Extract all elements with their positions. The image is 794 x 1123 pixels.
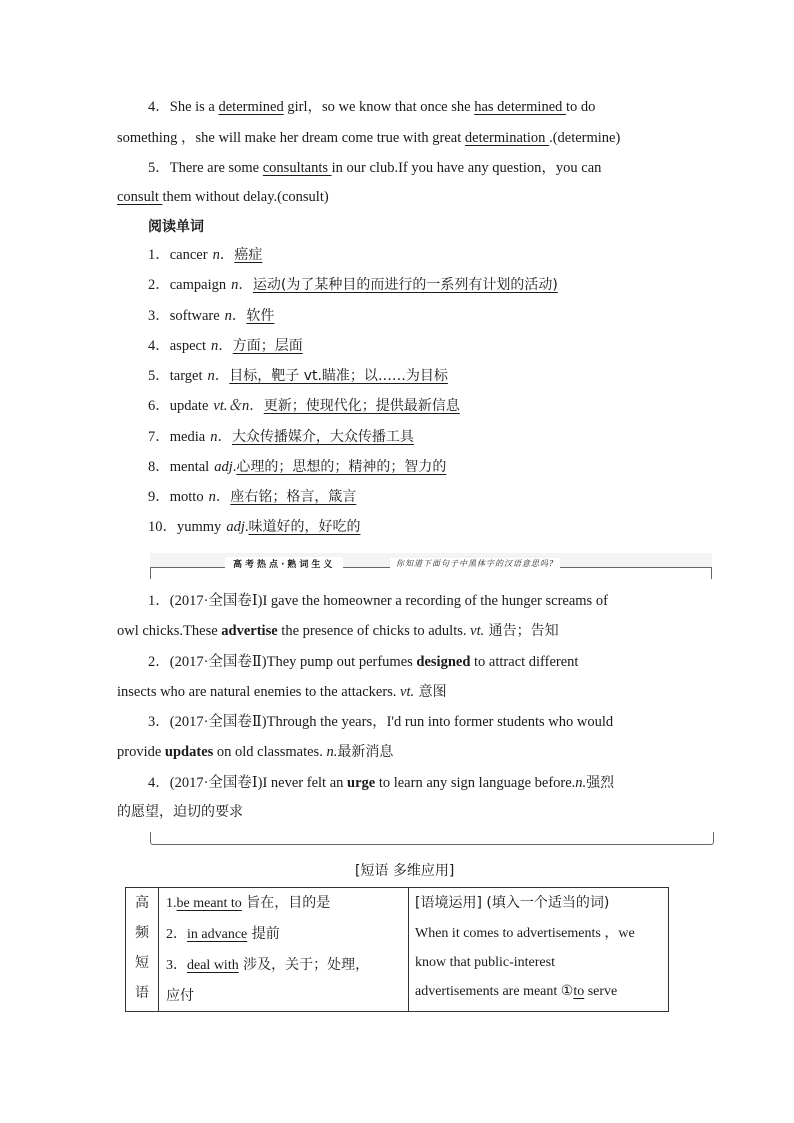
sentence-text: in our club.If you have any question，you can — [331, 160, 602, 176]
item-number: 9． — [148, 489, 170, 505]
vocab-item-5-line1 — [148, 158, 601, 178]
item-number: 8． — [148, 459, 170, 475]
phrase-row — [159, 919, 408, 950]
reading-word-item — [148, 517, 360, 537]
separator: ． — [219, 247, 235, 263]
banner-title: 高考热点·熟词生义 — [225, 557, 343, 570]
part-of-speech: adj — [214, 459, 233, 475]
bold-keyword: updates — [164, 744, 214, 760]
item-number: 3． — [148, 308, 170, 324]
vocab-item-4-line1 — [148, 97, 595, 117]
item-number: 5． — [148, 160, 170, 176]
english-word: motto — [169, 489, 204, 505]
chinese-meaning: 味道好的，好吃的 — [248, 519, 361, 535]
part-of-speech: n — [224, 308, 232, 324]
reading-word-item — [148, 487, 356, 507]
separator: ． — [214, 368, 230, 384]
sentence-text: She is a — [169, 99, 219, 115]
answer-blank: has determined — [474, 99, 567, 115]
item-number: 4． — [148, 99, 170, 115]
english-word: campaign — [169, 277, 227, 293]
blank-number: ① — [560, 984, 574, 999]
context-line — [415, 977, 668, 1006]
context-line: When it comes to advertisements ，we — [415, 926, 635, 941]
phrase-list-cell — [159, 888, 409, 1012]
part-of-speech: n — [212, 247, 220, 263]
phrase-meaning: 旨在，目的是 — [241, 895, 331, 911]
chinese-meaning: 方面；层面 — [232, 338, 303, 354]
part-of-speech: n — [231, 277, 239, 293]
sentence-text: on old classmates. — [213, 744, 327, 760]
item-number: 2． — [148, 277, 170, 293]
answer-blank: determined — [218, 99, 284, 115]
phrase-meaning-continued: 应付 — [166, 988, 194, 1004]
exam-item-3-line2 — [117, 742, 393, 762]
english-word: update — [169, 398, 209, 414]
meaning-text: 强烈 — [586, 775, 615, 791]
phrase-text: deal with — [187, 958, 239, 973]
part-of-speech: n. — [575, 775, 587, 791]
reading-word-item — [148, 427, 414, 447]
item-number: 1． — [148, 247, 170, 263]
meaning-text: 最新消息 — [337, 744, 394, 760]
phrase-meaning: 提前 — [247, 926, 280, 942]
sentence-text: owl chicks.These — [117, 623, 222, 639]
part-of-speech: n — [210, 429, 218, 445]
part-of-speech: vt. — [400, 684, 415, 700]
bold-keyword: urge — [347, 775, 376, 791]
item-number: 7． — [148, 429, 170, 445]
phrase-row — [159, 950, 408, 981]
separator: ． — [249, 398, 264, 414]
reading-word-item — [148, 457, 446, 477]
sentence-text: the presence of chicks to adults. — [277, 623, 471, 639]
banner-subtitle: 你知道下面句子中黑体字的汉语意思吗? — [390, 558, 560, 569]
reading-word-item — [148, 396, 460, 416]
english-word: media — [169, 429, 206, 445]
phrase-text: in advance — [187, 927, 248, 942]
exam-item-3-line1: 3．(2017·全国卷Ⅱ)Through the years，I'd run into former students who would — [148, 714, 614, 730]
answer-blank: determination — [464, 130, 550, 146]
side-label-char: 语 — [135, 985, 149, 1001]
separator: ． — [218, 338, 233, 354]
context-text: advertisements are meant — [415, 984, 561, 999]
banner-left-corner — [150, 567, 155, 579]
item-number: 6． — [148, 398, 170, 414]
reading-word-item — [148, 336, 303, 356]
item-number: 4． — [148, 338, 170, 354]
sentence-text: to attract different — [470, 654, 579, 670]
context-title-row — [415, 888, 668, 919]
part-of-speech: n — [208, 489, 216, 505]
side-label-char: 频 — [135, 925, 149, 941]
phrase-text: be meant to — [176, 896, 242, 911]
sentence-text: provide — [117, 744, 165, 760]
section-banner — [150, 553, 712, 581]
chinese-meaning: 更新；使现代化；提供最新信息 — [263, 398, 460, 414]
part-of-speech: n — [210, 338, 219, 354]
english-word: cancer — [169, 247, 208, 263]
context-line: know that public-interest — [415, 955, 555, 970]
exam-item-4-line2: 的愿望，迫切的要求 — [117, 804, 243, 820]
answer-blank: consultants — [262, 160, 332, 176]
side-label-cell — [126, 888, 159, 1012]
sentence-text: 2．(2017·全国卷Ⅱ)They pump out perfumes — [148, 654, 417, 670]
chinese-meaning: 大众传播媒介，大众传播工具 — [231, 429, 414, 445]
separator: . — [232, 459, 237, 475]
exam-item-4-line1 — [148, 773, 614, 793]
context-cell — [409, 888, 669, 1012]
item-number: 10． — [148, 519, 177, 535]
chinese-meaning: 软件 — [246, 308, 275, 324]
chinese-meaning: 心理的；思想的；精神的；智力的 — [236, 459, 447, 475]
sentence-text: There are some — [169, 160, 263, 176]
phrase-row — [159, 888, 408, 919]
vocab-item-4-line2 — [117, 128, 620, 148]
meaning-text: 意图 — [414, 684, 447, 700]
bold-keyword: designed — [416, 654, 471, 670]
phrase-table — [125, 887, 669, 1012]
section-closer-bracket — [150, 832, 714, 845]
exam-item-1-line2 — [117, 621, 559, 641]
sentence-text: 4．(2017·全国卷Ⅰ)I never felt an — [148, 775, 347, 791]
reading-word-item — [148, 275, 558, 295]
meaning-text: 通告；告知 — [484, 623, 559, 639]
part-of-speech: n — [207, 368, 215, 384]
side-label-char: 短 — [135, 955, 149, 971]
separator: . — [244, 519, 249, 535]
blank-answer: to — [573, 984, 585, 999]
part-of-speech: vt.＆n — [213, 398, 250, 414]
phrase-section-heading: [短语 多维应用] — [355, 863, 455, 879]
separator: ． — [231, 308, 247, 324]
english-word: mental — [169, 459, 210, 475]
chinese-meaning: 癌症 — [234, 247, 263, 263]
chinese-meaning: 运动(为了某种目的而进行的一系列有计划的活动) — [252, 277, 558, 293]
item-number: 5． — [148, 368, 170, 384]
english-word: yummy — [177, 519, 222, 535]
side-label-char: 高 — [135, 895, 149, 911]
phrase-meaning: 涉及，关于；处理， — [238, 957, 370, 973]
vocab-item-5-line2 — [117, 187, 329, 207]
reading-word-item — [148, 245, 262, 265]
exam-item-2-line2 — [117, 682, 447, 702]
context-note: (填入一个适当的词) — [481, 895, 610, 911]
exam-item-1-line1: 1．(2017·全国卷Ⅰ)I gave the homeowner a recording of the hunger screams of — [148, 593, 608, 609]
reading-word-item — [148, 366, 448, 386]
part-of-speech: adj — [226, 519, 245, 535]
part-of-speech: n. — [326, 744, 338, 760]
english-word: software — [169, 308, 220, 324]
chinese-meaning: 目标，靶子 vt.瞄准；以……为目标 — [229, 368, 448, 384]
sentence-text: to do — [566, 99, 596, 115]
sentence-text: something ，she will make her dream come true with great — [117, 130, 465, 146]
context-title: [语境运用] — [415, 895, 482, 911]
bold-keyword: advertise — [221, 623, 278, 639]
exam-item-2-line1 — [148, 652, 578, 672]
sentence-text: them without delay.(consult) — [162, 189, 329, 205]
part-of-speech: vt. — [470, 623, 485, 639]
answer-blank: consult — [117, 189, 163, 205]
english-word: aspect — [169, 338, 206, 354]
phrase-number: 2． — [166, 927, 187, 942]
separator: ． — [215, 489, 231, 505]
reading-words-heading: 阅读单词 — [148, 219, 204, 235]
phrase-number: 1. — [166, 896, 177, 911]
chinese-meaning: 座右铭；格言，箴言 — [230, 489, 357, 505]
english-word: target — [169, 368, 203, 384]
sentence-text: .(determine) — [549, 130, 621, 146]
reading-word-item — [148, 306, 274, 326]
sentence-text: to learn any sign language before. — [375, 775, 576, 791]
separator: ． — [217, 429, 232, 445]
separator: ． — [238, 277, 253, 293]
phrase-number: 3． — [166, 958, 187, 973]
sentence-text: insects who are natural enemies to the attackers. — [117, 684, 401, 700]
sentence-text: girl，so we know that once she — [283, 99, 475, 115]
banner-right-corner — [707, 567, 712, 579]
context-text: serve — [584, 984, 618, 999]
